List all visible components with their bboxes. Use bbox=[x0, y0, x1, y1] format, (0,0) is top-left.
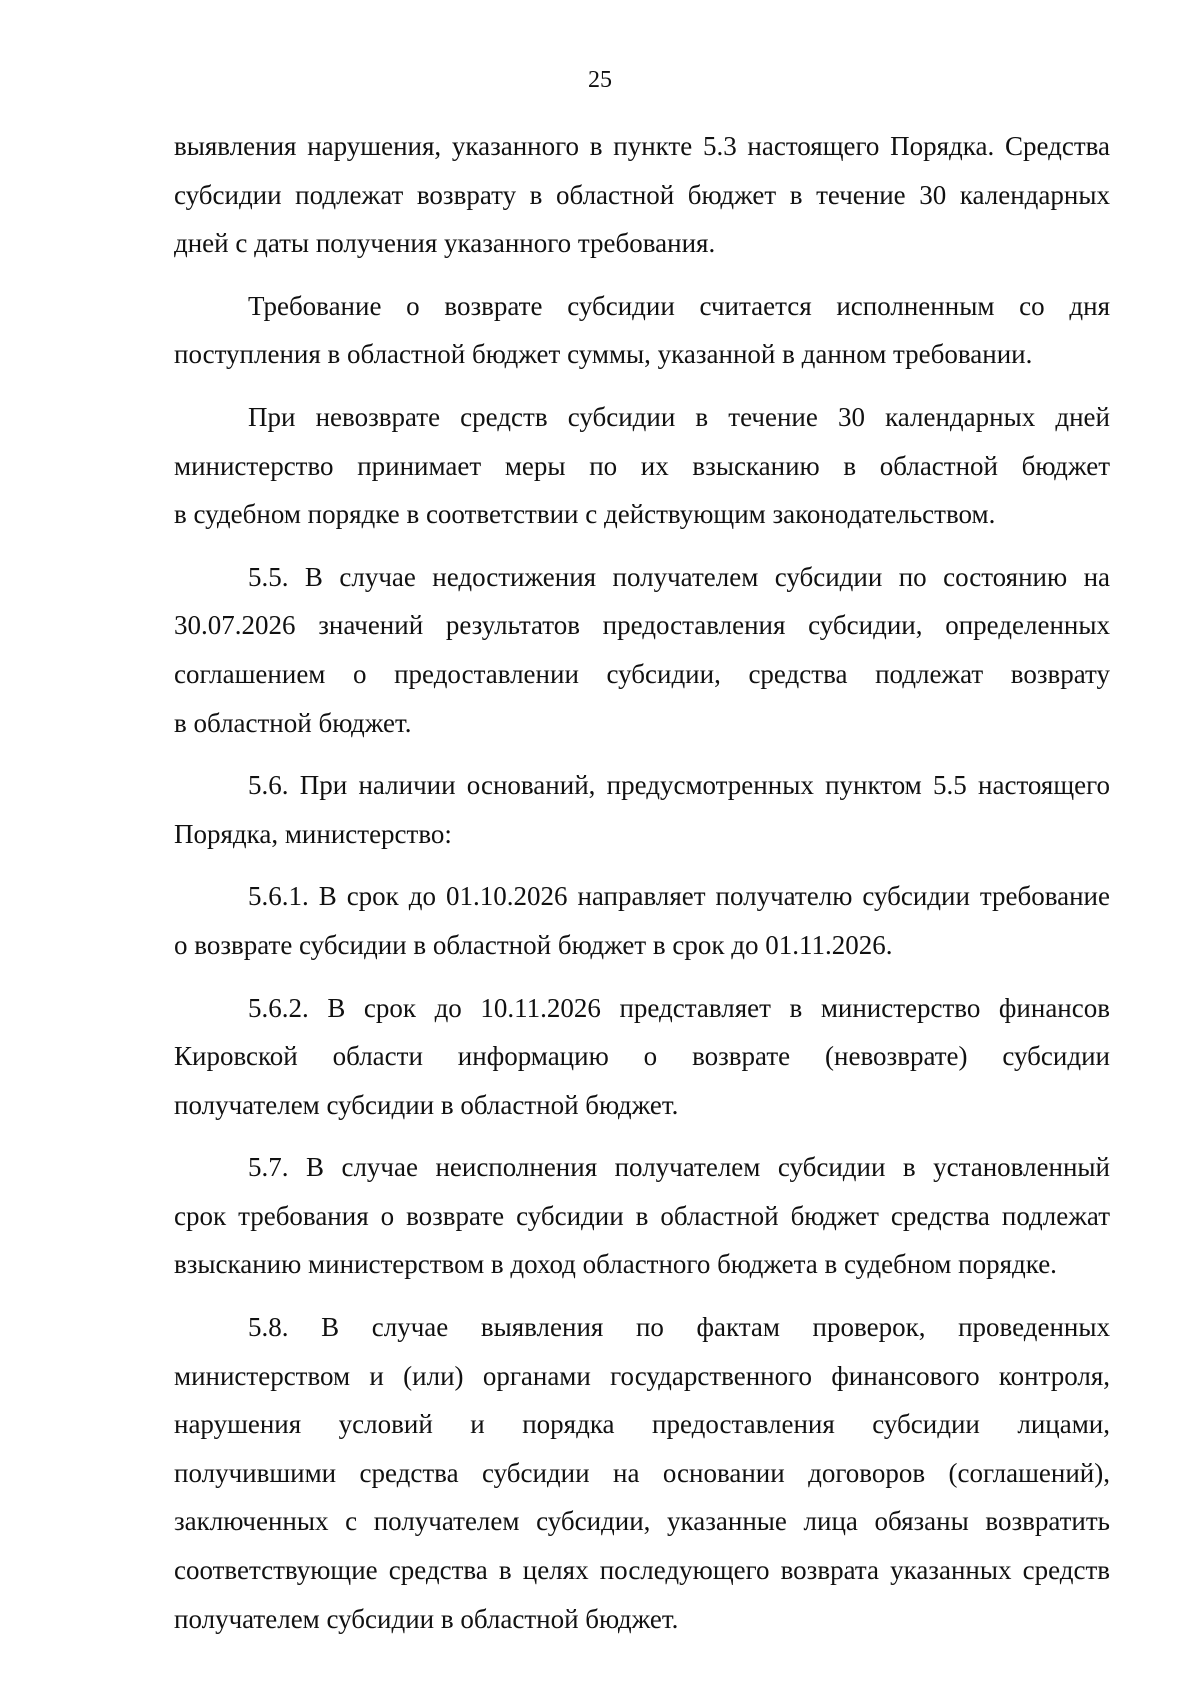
text-line: 5.8. В случае выявления по фактам проверок, проведенных bbox=[248, 1312, 1110, 1343]
paragraph bbox=[174, 1303, 1110, 1643]
text-line: заключенных с получателем субсидии, указанные лица обязаны возвратить bbox=[174, 1506, 1110, 1537]
text-line: дней с даты получения указанного требования. bbox=[174, 228, 716, 259]
page-number: 25 bbox=[588, 67, 612, 93]
paragraph bbox=[174, 761, 1110, 858]
text-line: 5.6. При наличии оснований, предусмотренных пунктом 5.5 настоящего bbox=[248, 770, 1110, 801]
document-body bbox=[174, 122, 1110, 1643]
text-line: взысканию министерством в доход областного бюджета в судебном порядке. bbox=[174, 1249, 1057, 1280]
paragraph bbox=[174, 282, 1110, 379]
paragraph bbox=[174, 122, 1110, 268]
text-line: получателем субсидии в областной бюджет. bbox=[174, 1089, 679, 1120]
text-line: соответствующие средства в целях последующего возврата указанных средств bbox=[174, 1555, 1110, 1586]
text-line: субсидии подлежат возврату в областной бюджет в течение 30 календарных bbox=[174, 179, 1110, 210]
paragraph bbox=[174, 1143, 1110, 1289]
text-line: 5.5. В случае недостижения получателем субсидии по состоянию на bbox=[248, 561, 1110, 592]
text-line: срок требования о возврате субсидии в областной бюджет средства подлежат bbox=[174, 1200, 1110, 1231]
text-line: получателем субсидии в областной бюджет. bbox=[174, 1603, 679, 1634]
text-line: 5.6.2. В срок до 10.11.2026 представляет в министерство финансов bbox=[248, 992, 1110, 1023]
text-line: 30.07.2026 значений результатов предоставления субсидии, определенных bbox=[174, 610, 1110, 641]
text-line: о возврате субсидии в областной бюджет в срок до 01.11.2026. bbox=[174, 929, 893, 960]
text-line: поступления в областной бюджет суммы, указанной в данном требовании. bbox=[174, 339, 1033, 370]
text-line: При невозврате средств субсидии в течение 30 календарных дней bbox=[248, 401, 1110, 432]
paragraph bbox=[174, 393, 1110, 539]
text-line: Требование о возврате субсидии считается исполненным со дня bbox=[248, 290, 1110, 321]
paragraph bbox=[174, 984, 1110, 1130]
text-line: министерство принимает меры по их взысканию в областной бюджет bbox=[174, 450, 1110, 481]
text-line: министерством и (или) органами государственного финансового контроля, bbox=[174, 1360, 1110, 1391]
text-line: выявления нарушения, указанного в пункте 5.3 настоящего Порядка. Средства bbox=[174, 131, 1110, 161]
paragraph bbox=[174, 872, 1110, 969]
text-line: Порядка, министерство: bbox=[174, 818, 452, 849]
text-line: Кировской области информацию о возврате (невозврате) субсидии bbox=[174, 1041, 1110, 1072]
text-line: получившими средства субсидии на основании договоров (соглашений), bbox=[174, 1457, 1110, 1488]
paragraph bbox=[174, 553, 1110, 747]
text-line: соглашением о предоставлении субсидии, средства подлежат возврату bbox=[174, 658, 1110, 689]
text-line: в областной бюджет. bbox=[174, 707, 412, 738]
text-line: нарушения условий и порядка предоставления субсидии лицами, bbox=[174, 1409, 1110, 1440]
text-line: 5.7. В случае неисполнения получателем субсидии в установленный bbox=[248, 1152, 1110, 1183]
text-line: 5.6.1. В срок до 01.10.2026 направляет получателю субсидии требование bbox=[248, 881, 1110, 912]
text-line: в судебном порядке в соответствии с действующим законодательством. bbox=[174, 499, 996, 530]
